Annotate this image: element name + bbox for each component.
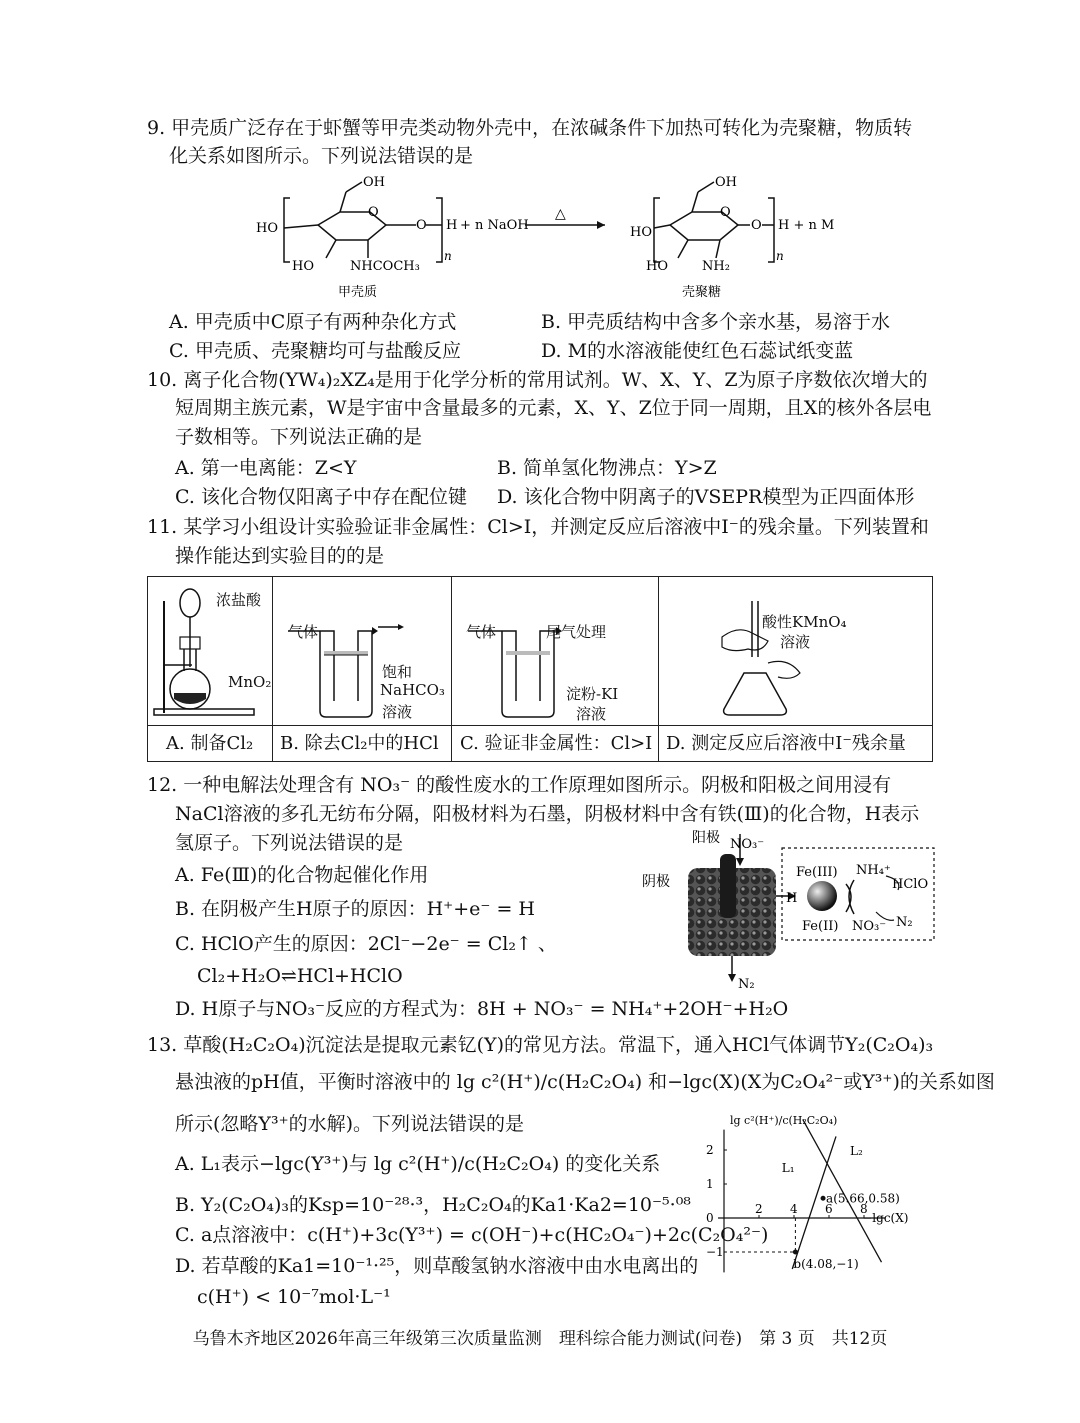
q9-option-c: C. 甲壳质、壳聚糖均可与盐酸反应	[169, 340, 461, 362]
x-tick-label: 2	[755, 1202, 763, 1216]
y-tick-label: 2	[706, 1143, 714, 1157]
right-ho: HO	[630, 225, 652, 240]
d-kmno4-label: 酸性KMnO₄	[762, 613, 847, 631]
q11-apparatus-table	[147, 576, 933, 762]
no3-cycle-label: NO₃⁻	[852, 919, 887, 934]
delta-symbol: △	[555, 206, 566, 222]
q11-caption-b: B. 除去Cl₂中的HCl	[280, 733, 439, 754]
left-ho2: HO	[292, 259, 314, 274]
conc-hcl-label: 浓盐酸	[216, 591, 262, 609]
left-ring-o: O	[368, 205, 379, 220]
q13-option-a: A. L₁表示−lgc(Y³⁺)与 lg c²(H⁺)/c(H₂C₂O₄) 的变化关系	[175, 1153, 661, 1175]
q9-reaction-diagram	[250, 170, 850, 300]
q12-electrolysis-diagram	[640, 830, 940, 990]
q11-stem-line1: 11. 某学习小组设计实验验证非金属性：Cl>I，并测定反应后溶液中I⁻的残余量。下列装置和	[147, 516, 929, 538]
q10-option-b: B. 简单氢化物沸点：Y>Z	[497, 457, 717, 479]
left-nhcoch3: NHCOCH₃	[350, 259, 420, 274]
q11-caption-c: C. 验证非金属性：Cl>I	[460, 733, 653, 754]
point-b	[793, 1250, 798, 1255]
q13-option-d2: c(H⁺) < 10⁻⁷mol·L⁻¹	[197, 1286, 391, 1308]
q9-option-b: B. 甲壳质结构中含多个亲水基，易溶于水	[541, 311, 891, 333]
hclo-label: HClO	[892, 877, 929, 892]
q11-caption-d: D. 测定反应后溶液中I⁻残余量	[666, 733, 906, 754]
q13-option-d1: D. 若草酸的Ka1=10⁻¹·²⁵，则草酸氢钠水溶液中由水电离出的	[175, 1255, 699, 1277]
plus-naoh: + n NaOH	[460, 218, 529, 233]
left-ho: HO	[256, 221, 278, 236]
x-tick-label: 4	[790, 1202, 798, 1216]
b-sol-line1: 饱和	[382, 663, 413, 681]
point-b-label: b(4.08,−1)	[793, 1257, 859, 1271]
anode-label: 阳极	[692, 830, 720, 846]
starch-ki-bottle	[458, 581, 654, 721]
cathode-label: 阴极	[642, 874, 670, 890]
fe3-label: Fe(III)	[796, 865, 838, 880]
point-a	[821, 1196, 826, 1201]
left-link-o: O	[416, 218, 427, 233]
d-solution-label: 溶液	[780, 633, 811, 651]
q12-option-d: D. H原子与NO₃⁻反应的方程式为：8H + NO₃⁻ = NH₄⁺+2OH⁻+H₂O	[175, 998, 789, 1020]
right-h-m: H + n M	[778, 218, 835, 233]
b-gas-label: 气体	[288, 623, 319, 641]
n2-bottom-label: N₂	[738, 977, 755, 990]
q12-option-c2: Cl₂+H₂O⇌HCl+HClO	[197, 965, 403, 987]
q10-stem-line3: 子数相等。下列说法正确的是	[175, 426, 423, 448]
q11-caption-a: A. 制备Cl₂	[166, 733, 254, 754]
q10-option-c: C. 该化合物仅阳离子中存在配位键	[175, 486, 467, 508]
svg-text:n: n	[776, 249, 784, 263]
nh4-label: NH₄⁺	[856, 863, 891, 878]
series-label-l2: L₂	[850, 1144, 863, 1159]
graphite-anode	[720, 854, 736, 918]
q10-stem-line1: 10. 离子化合物(YW₄)₂XZ₄是用于化学分析的常用试剂。W、X、Y、Z为原子序数依次增大的	[147, 369, 928, 391]
c-tail-label: 尾气处理	[546, 623, 607, 641]
q13-chart	[700, 1110, 940, 1300]
q12-option-c1: C. HClO产生的原因：2Cl⁻−2e⁻ = Cl₂↑ 、	[175, 933, 557, 955]
series-label-l1: L₁	[781, 1161, 795, 1176]
right-nh2: NH₂	[702, 259, 730, 274]
n2-cycle-label: N₂	[896, 915, 913, 930]
right-name: 壳聚糖	[682, 285, 722, 300]
x-tick-label: 8	[860, 1202, 868, 1216]
q12-option-a: A. Fe(Ⅲ)的化合物起催化作用	[175, 864, 429, 886]
q12-stem-line2: NaCl溶液的多孔无纺布分隔，阳极材料为石墨，阴极材料中含有铁(Ⅲ)的化合物，H表示	[175, 803, 920, 825]
x-axis-label: −lgc(X)	[862, 1211, 909, 1225]
left-h: H	[446, 218, 458, 233]
x-tick-label: 6	[825, 1202, 833, 1216]
q11-stem-line2: 操作能达到实验目的的是	[175, 545, 385, 567]
mno2-label: MnO₂	[228, 673, 272, 691]
y-axis-label: lg c²(H⁺)/c(H₂C₂O₄)	[730, 1114, 838, 1127]
nahco3-wash-bottle	[278, 581, 448, 721]
b-sol-line3: 溶液	[382, 703, 413, 721]
b-sol-line2: NaHCO₃	[380, 681, 445, 699]
left-name: 甲壳质	[338, 285, 378, 300]
q9-stem-line2: 化关系如图所示。下列说法错误的是	[169, 145, 474, 167]
page-footer: 乌鲁木齐地区2026年高三年级第三次质量监测 理科综合能力测试(问卷) 第 3 页 共12页	[192, 1329, 888, 1349]
right-oh-top: OH	[715, 175, 737, 190]
left-oh-top: OH	[363, 175, 385, 190]
point-a-label: a(5.66,0.58)	[826, 1191, 900, 1206]
q12-stem-line3: 氢原子。下列说法错误的是	[175, 832, 404, 854]
q12-option-b: B. 在阴极产生H原子的原因：H⁺+e⁻ = H	[175, 898, 535, 920]
y-tick-label: −1	[706, 1245, 724, 1259]
q13-stem-line1: 13. 草酸(H₂C₂O₄)沉淀法是提取元素钇(Y)的常见方法。常温下，通入HCl气体调节Y₂(C₂O₄)₃	[147, 1034, 934, 1056]
q12-stem-line1: 12. 一种电解法处理含有 NO₃⁻ 的酸性废水的工作原理如图所示。阴极和阳极之间用浸有	[147, 774, 892, 796]
q13-stem-line3: 所示(忽略Y³⁺的水解)。下列说法错误的是	[175, 1113, 525, 1135]
fe2-label: Fe(II)	[802, 919, 839, 934]
q13-stem-line2: 悬浊液的pH值，平衡时溶液中的 lg c²(H⁺)/c(H₂C₂O₄) 和−lgc(X)(X为C₂O₄²⁻或Y³⁺)的关系如图	[175, 1071, 995, 1093]
hydrogen-atom-sphere	[807, 881, 837, 911]
y-tick-label: 1	[706, 1177, 714, 1191]
c-sol-line1: 淀粉-KI	[566, 685, 619, 703]
c-gas-label: 气体	[466, 623, 497, 641]
svg-text:O: O	[751, 218, 762, 233]
no3-top-label: NO₃⁻	[730, 837, 765, 852]
h-label: H	[786, 891, 798, 906]
right-ho2: HO	[646, 259, 668, 274]
q13-option-c: C. a点溶液中：c(H⁺)+3c(Y³⁺) = c(OH⁻)+c(HC₂O₄⁻)+2c(C₂O₄²⁻)	[175, 1224, 769, 1246]
q9-stem-line1: 9. 甲壳质广泛存在于虾蟹等甲壳类动物外壳中，在浓碱条件下加热可转化为壳聚糖，物质转	[147, 117, 913, 139]
q10-option-d: D. 该化合物中阴离子的VSEPR模型为正四面体形	[497, 486, 915, 508]
q9-option-a: A. 甲壳质中C原子有两种杂化方式	[169, 311, 457, 333]
y-tick-label: 0	[706, 1211, 714, 1225]
q10-stem-line2: 短周期主族元素，W是宇宙中含量最多的元素，X、Y、Z位于同一周期，且X的核外各层电	[175, 397, 932, 419]
q9-option-d: D. M的水溶液能使红色石蕊试纸变蓝	[541, 340, 854, 362]
q13-option-b: B. Y₂(C₂O₄)₃的Ksp=10⁻²⁸·³，H₂C₂O₄的Ka1·Ka2=10⁻⁵·⁰⁸	[175, 1194, 691, 1216]
left-n: n	[444, 249, 452, 263]
right-ring-o: O	[720, 205, 731, 220]
c-sol-line2: 溶液	[576, 705, 607, 723]
q10-option-a: A. 第一电离能：Z<Y	[175, 457, 357, 479]
